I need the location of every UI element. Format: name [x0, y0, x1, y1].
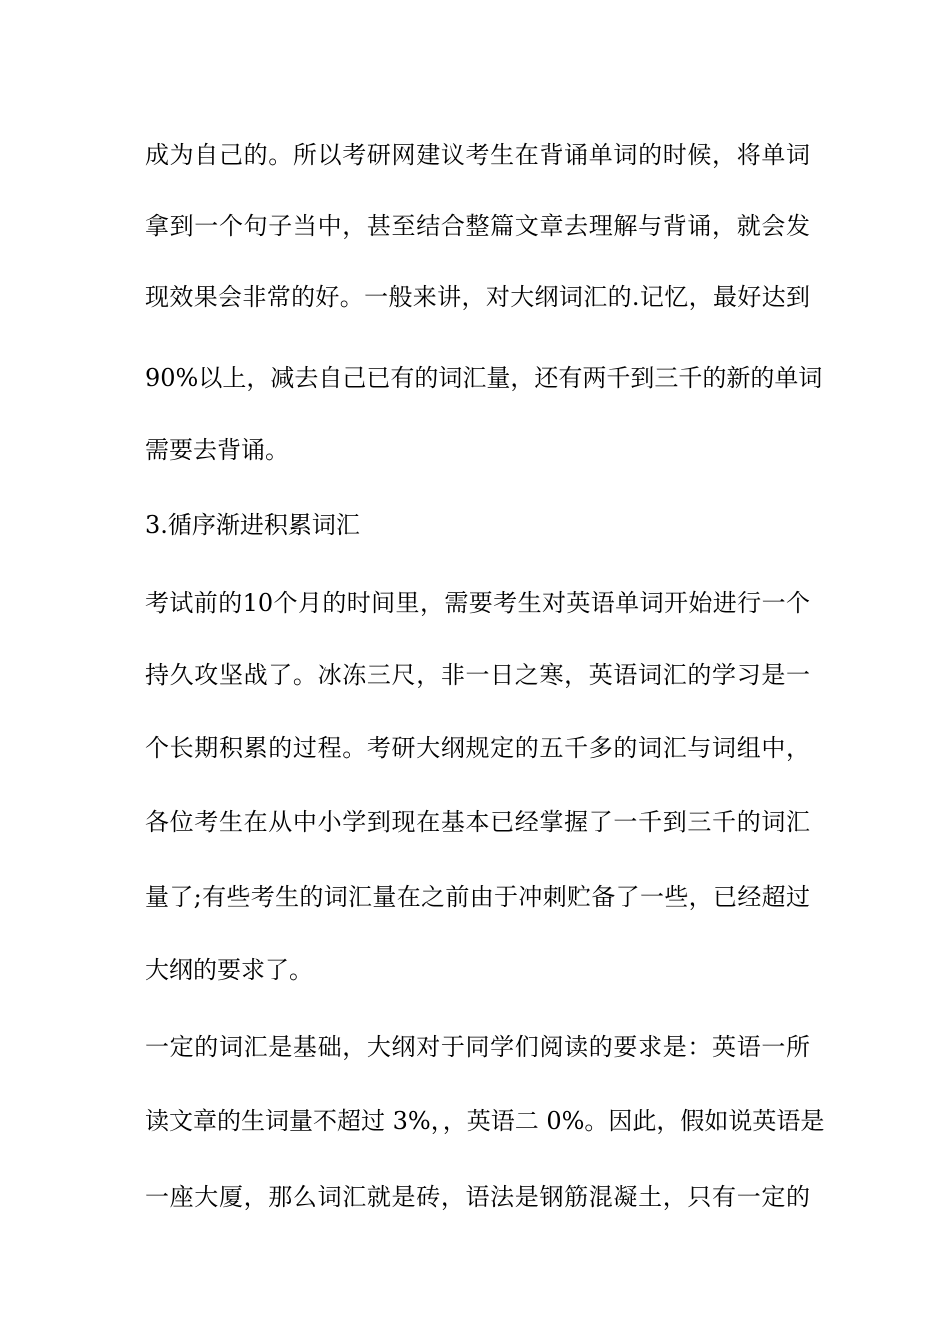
section-heading: 3.循序渐进积累词汇	[145, 511, 360, 539]
text-line: 成为自己的。所以考研网建议考生在背诵单词的时候，将单词	[145, 141, 810, 169]
text-line: 一定的词汇是基础，大纲对于同学们阅读的要求是：英语一所	[145, 1033, 810, 1061]
text-line: 量了;有些考生的词汇量在之前由于冲刺贮备了一些，已经超过	[145, 883, 810, 911]
text-line: 现效果会非常的好。一般来讲，对大纲词汇的.记忆，最好达到	[145, 283, 810, 311]
text-line: 一座大厦，那么词汇就是砖，语法是钢筋混凝土，只有一定的	[145, 1183, 810, 1211]
text-line: 考试前的10个月的时间里，需要考生对英语单词开始进行一个	[145, 589, 810, 617]
text-line: 个长期积累的过程。考研大纲规定的五千多的词汇与词组中，	[145, 734, 810, 762]
text-line: 读文章的生词量不超过 3%，，英语二 0%。因此，假如说英语是	[145, 1107, 825, 1135]
text-line: 90%以上，减去自己已有的词汇量，还有两千到三千的新的单词	[145, 364, 823, 392]
text-line: 拿到一个句子当中，甚至结合整篇文章去理解与背诵，就会发	[145, 212, 810, 240]
text-line: 持久攻坚战了。冰冻三尺，非一日之寒，英语词汇的学习是一	[145, 661, 810, 689]
text-line: 各位考生在从中小学到现在基本已经掌握了一千到三千的词汇	[145, 808, 810, 836]
text-line: 大纲的要求了。	[145, 956, 313, 984]
text-line: 需要去背诵。	[145, 436, 289, 464]
